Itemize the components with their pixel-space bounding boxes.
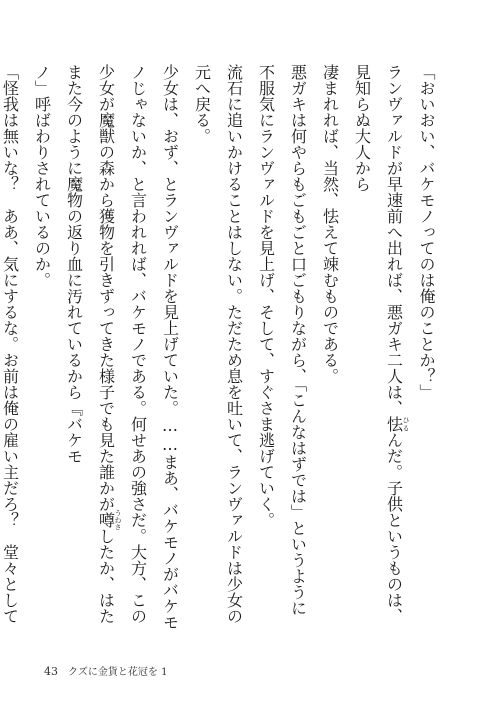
paragraph-6: 少女は、おず、とランヴァルドを見上げていた。……まあ、バケモノがバケモノじゃないか、と言われれば、バケモノである。何せあの強さだ。大方、この少女が魔獣の森から獲物を引きずってきた様子でも見た誰かが噂うわさしたか、はたまた今のように魔物の返り血に汚れているから『バケモ xyxy=(64,64,180,630)
ruby-uwasa: 噂うわさ xyxy=(96,509,122,531)
book-title: クズに金貨と花冠を 1 xyxy=(68,667,168,678)
paragraph-5: 流石に追いかけることはしない。ただため息を吐いて、ランヴァルドは少女の元へ戻る。 xyxy=(192,64,244,624)
paragraph-2 xyxy=(346,64,411,630)
vertical-text-body xyxy=(0,64,442,630)
ruby-hiru: 怯ひる xyxy=(384,416,410,432)
paragraph-4: 悪ガキは何やらもごもごと口ごもりながら、「こんなはずでは」というように不服気にランヴァルドを見上げ、そして、すぐさま逃げていく。 xyxy=(256,64,308,616)
paragraph-7: ノ」呼ばわりされているのか。 xyxy=(32,64,52,288)
page-footer xyxy=(44,663,167,678)
paragraph-2-tail: んだ。子供というものは、見知らぬ大人から xyxy=(352,64,404,624)
page-number: 43 xyxy=(44,665,58,678)
paragraph-8: 「怪我は無いな？ ああ、気にするな。お前は俺の雇い主だろ？ 堂々として xyxy=(0,64,20,624)
paragraph-1: 「おいおい、バケモノってのは俺のことか？」 xyxy=(417,64,436,400)
paragraph-2-head: ランヴァルドが早速前へ出れば、悪ガキ二人は、 xyxy=(384,64,404,416)
paragraph-3: 凄まれれば、当然、怯えて竦むものである。 xyxy=(320,64,340,384)
